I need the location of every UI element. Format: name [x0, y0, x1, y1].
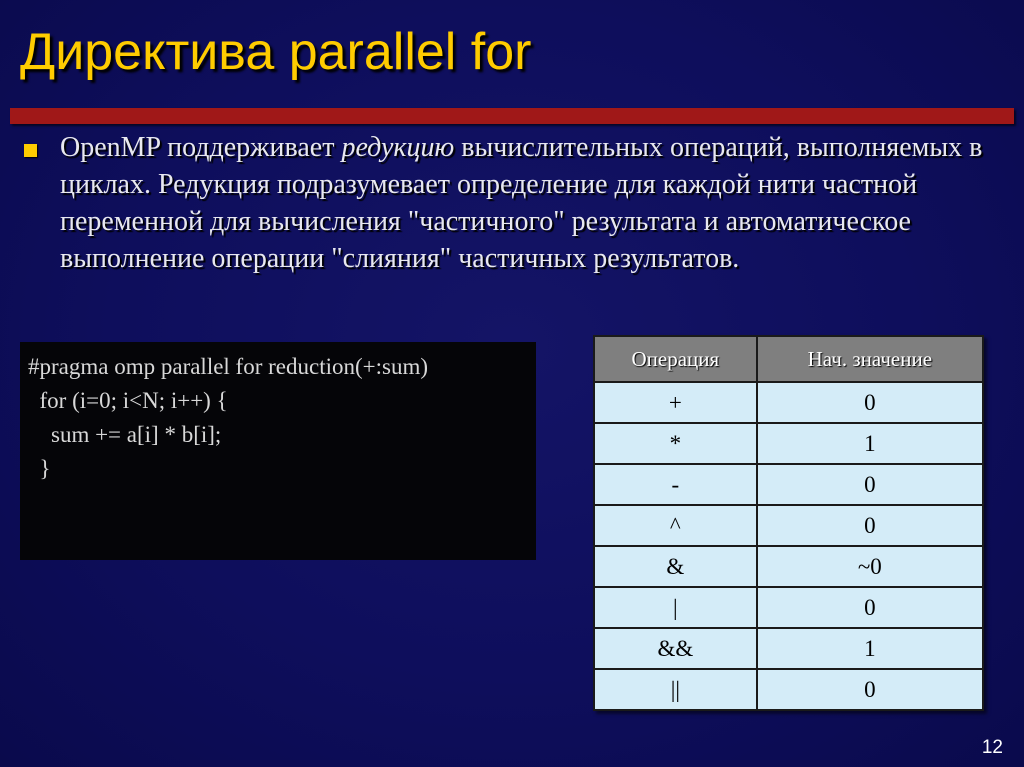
code-line: for (i=0; i<N; i++) { — [28, 388, 228, 413]
operation-cell: || — [594, 669, 757, 710]
table-row — [594, 628, 983, 669]
code-block — [20, 342, 536, 560]
header-operation: Операция — [594, 336, 757, 382]
operation-cell: & — [594, 546, 757, 587]
bullet-paragraph — [60, 129, 1000, 277]
bullet-text-after: вычислительных операций, выполняемых в циклах. Редукция подразумевает определение для каждой нити частной переменной для вычисления "частичного" результата и автоматическое выполнение операции "слияния" частичных результатов. — [60, 132, 983, 274]
page-number: 12 — [981, 737, 1003, 758]
table-row — [594, 505, 983, 546]
initial-value-cell: ~0 — [757, 546, 983, 587]
reduction-operations-table — [593, 335, 984, 711]
operation-cell: | — [594, 587, 757, 628]
code-line: #pragma omp parallel for reduction(+:sum) — [28, 354, 429, 379]
bullet-text-emphasis: редукцию — [341, 132, 455, 163]
table-row — [594, 587, 983, 628]
operation-cell: - — [594, 464, 757, 505]
bullet-square-icon — [24, 144, 37, 157]
header-initial-value: Нач. значение — [757, 336, 983, 382]
table-row — [594, 382, 983, 423]
initial-value-cell: 0 — [757, 464, 983, 505]
initial-value-cell: 0 — [757, 587, 983, 628]
slide-title: Директива parallel for — [20, 23, 532, 81]
operation-cell: * — [594, 423, 757, 464]
table-row — [594, 669, 983, 710]
initial-value-cell: 0 — [757, 505, 983, 546]
operation-cell: ^ — [594, 505, 757, 546]
code-line: } — [28, 456, 51, 481]
bullet-text-before: OpenMP поддерживает — [60, 132, 342, 163]
initial-value-cell: 1 — [757, 423, 983, 464]
operation-cell: + — [594, 382, 757, 423]
title-divider — [10, 108, 1014, 124]
operation-cell: && — [594, 628, 757, 669]
table-row — [594, 546, 983, 587]
table-row — [594, 423, 983, 464]
table-row — [594, 464, 983, 505]
table-header-row — [594, 336, 983, 382]
initial-value-cell: 0 — [757, 669, 983, 710]
initial-value-cell: 0 — [757, 382, 983, 423]
code-line: sum += a[i] * b[i]; — [28, 422, 222, 447]
initial-value-cell: 1 — [757, 628, 983, 669]
